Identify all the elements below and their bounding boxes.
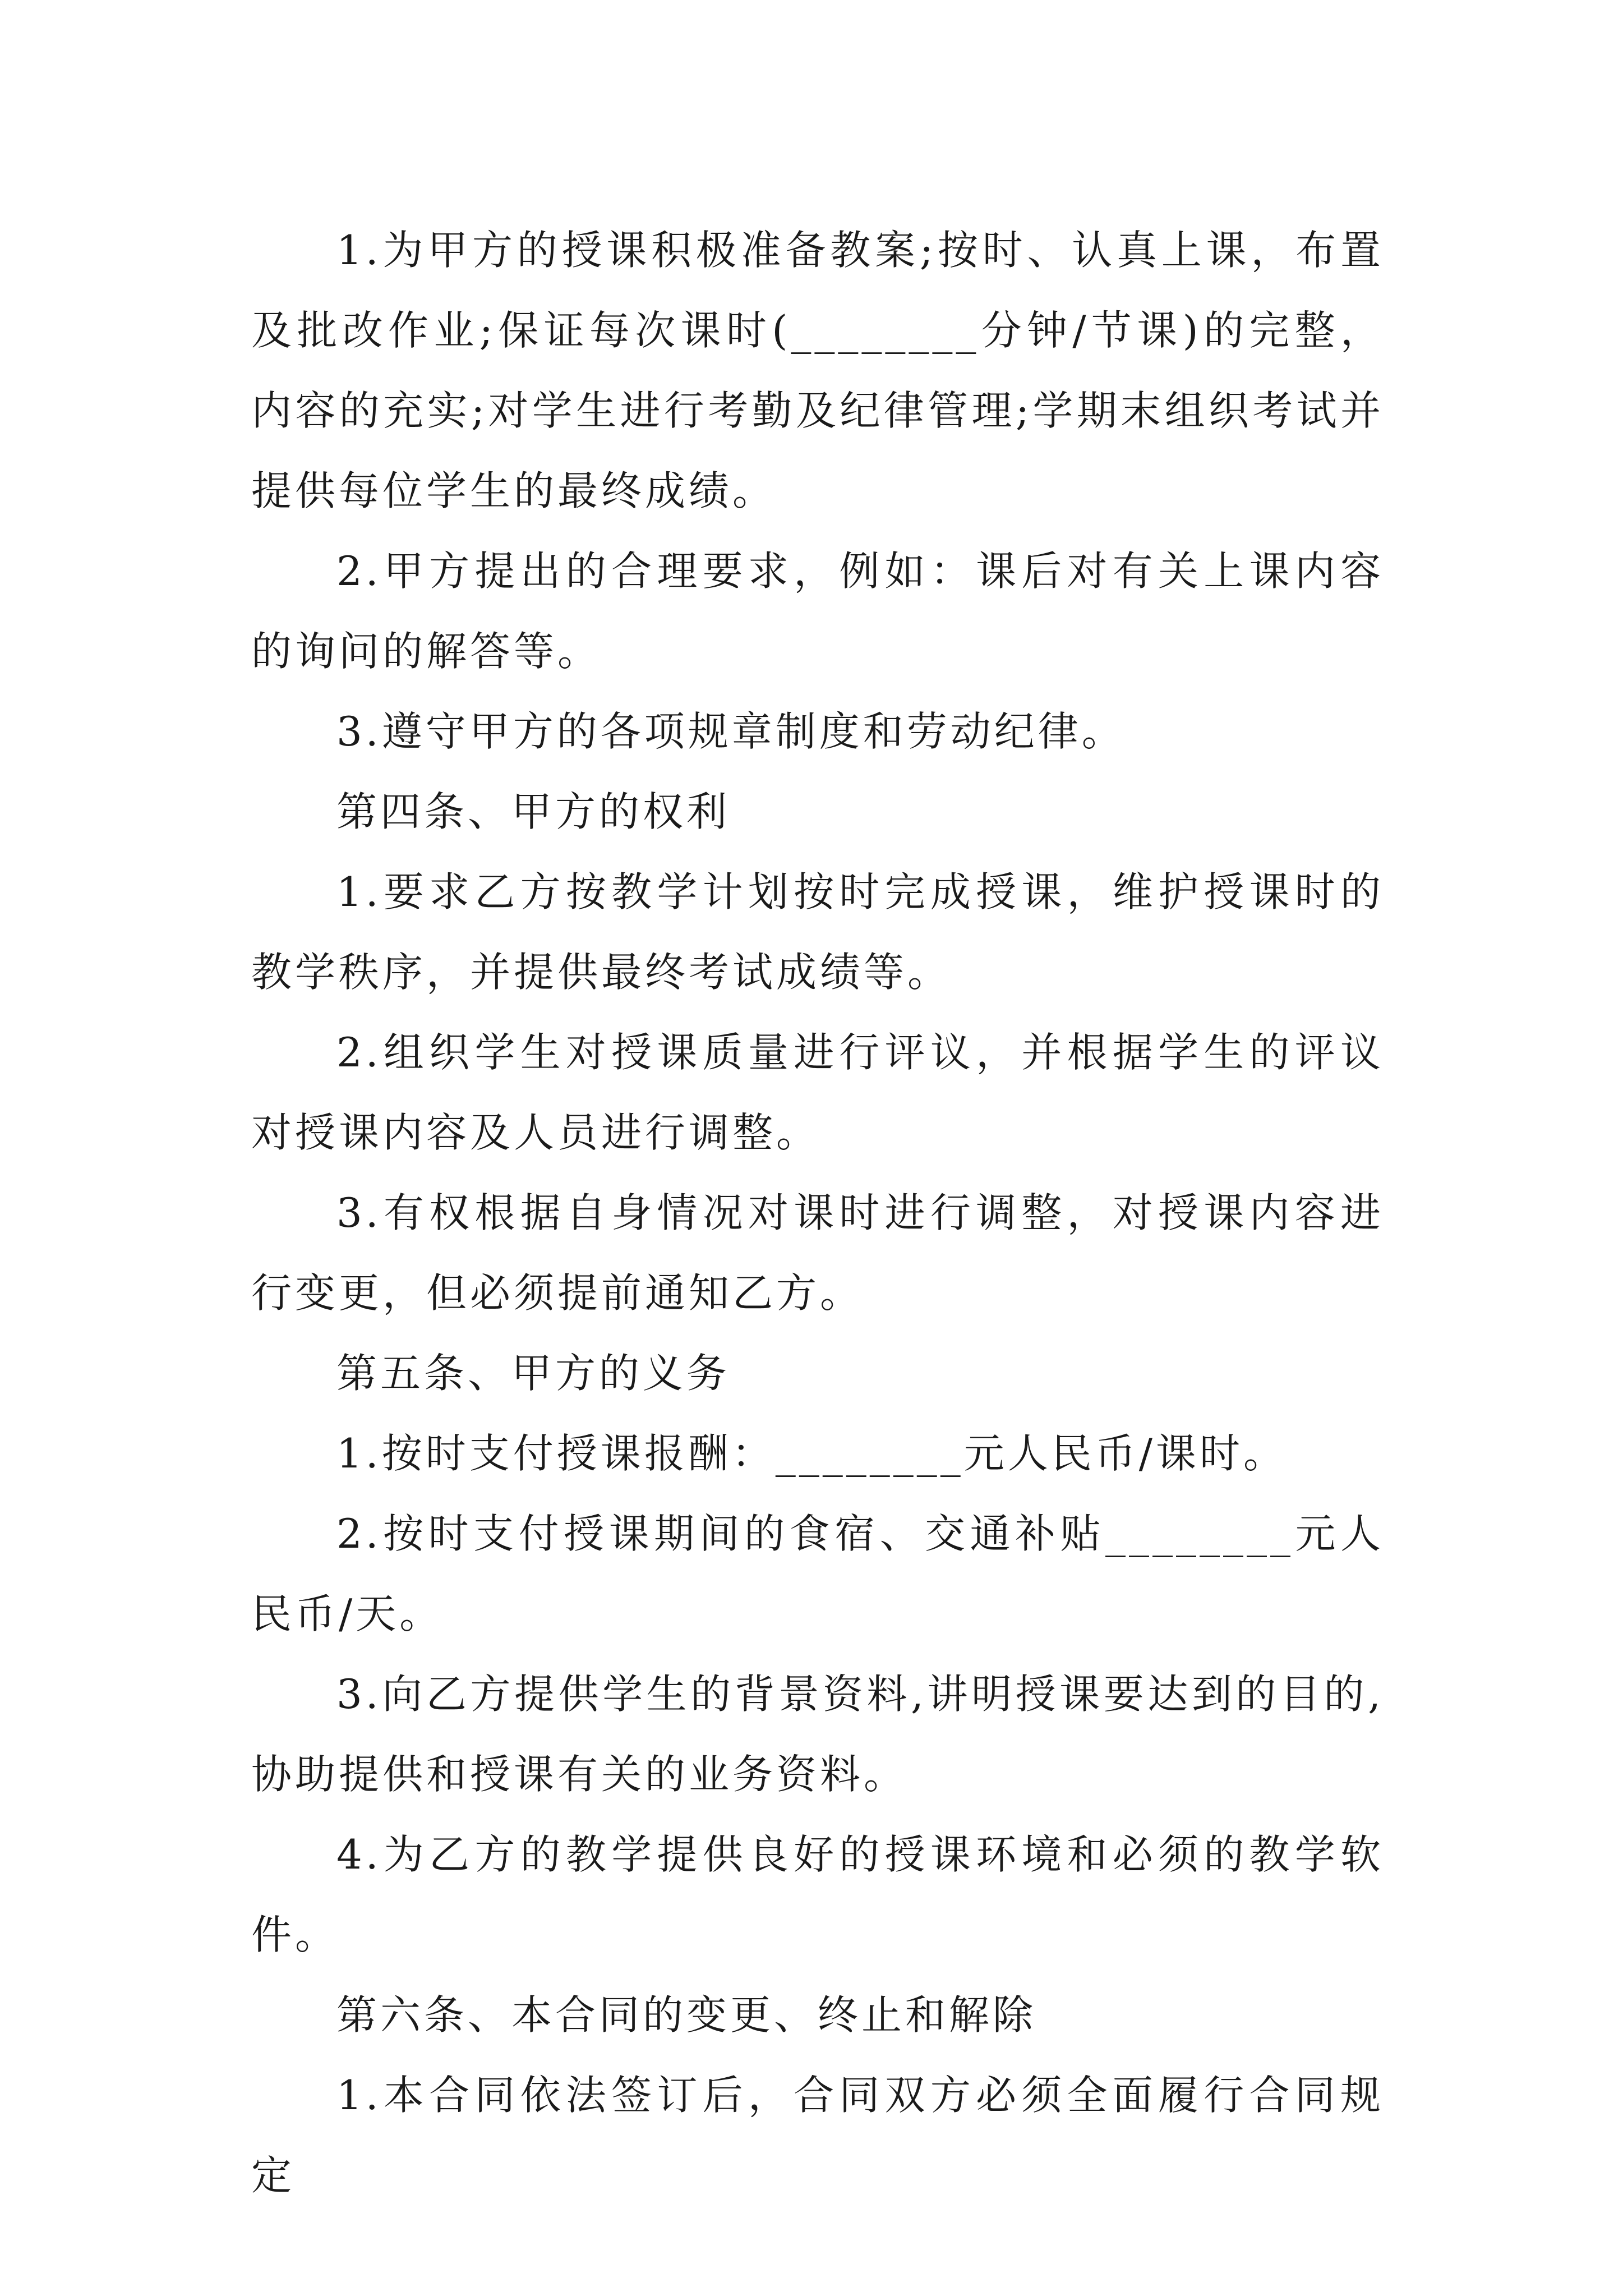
paragraph-right-2: 2.组织学生对授课质量进行评议，并根据学生的评议对授课内容及人员进行调整。	[251, 1029, 1384, 1156]
paragraph-obligation-1: 1.为甲方的授课积极准备教案;按时、认真上课，布置及批改作业;保证每次课时(________分钟/节课)的完整，内容的充实;对学生进行考勤及纪律管理;学期末组织考试并提供每位学生的最终成绩。	[251, 227, 1384, 514]
section-heading-article-5: 第五条、甲方的义务	[336, 1350, 731, 1397]
document-page	[251, 210, 1384, 2216]
paragraph-duty-2: 2.按时支付授课期间的食宿、交通补贴________元人民币/天。	[251, 1510, 1384, 1637]
paragraph-right-1: 1.要求乙方按教学计划按时完成授课，维护授课时的教学秩序，并提供最终考试成绩等。	[251, 868, 1384, 996]
section-heading-article-6: 第六条、本合同的变更、终止和解除	[336, 1991, 1037, 2039]
paragraph-duty-3: 3.向乙方提供学生的背景资料,讲明授课要达到的目的,协助提供和授课有关的业务资料。	[251, 1671, 1384, 1798]
paragraph-obligation-3: 3.遵守甲方的各项规章制度和劳动纪律。	[336, 708, 1126, 755]
paragraph-change-1: 1.本合同依法签订后，合同双方必须全面履行合同规定	[251, 2072, 1384, 2199]
section-heading-article-4: 第四条、甲方的权利	[336, 788, 731, 835]
paragraph-duty-4: 4.为乙方的教学提供良好的授课环境和必须的教学软件。	[251, 1831, 1384, 1958]
paragraph-right-3: 3.有权根据自身情况对课时进行调整，对授课内容进行变更，但必须提前通知乙方。	[251, 1189, 1384, 1317]
paragraph-duty-1: 1.按时支付授课报酬：________元人民币/课时。	[336, 1430, 1287, 1477]
paragraph-obligation-2: 2.甲方提出的合理要求，例如：课后对有关上课内容的询问的解答等。	[251, 547, 1384, 675]
